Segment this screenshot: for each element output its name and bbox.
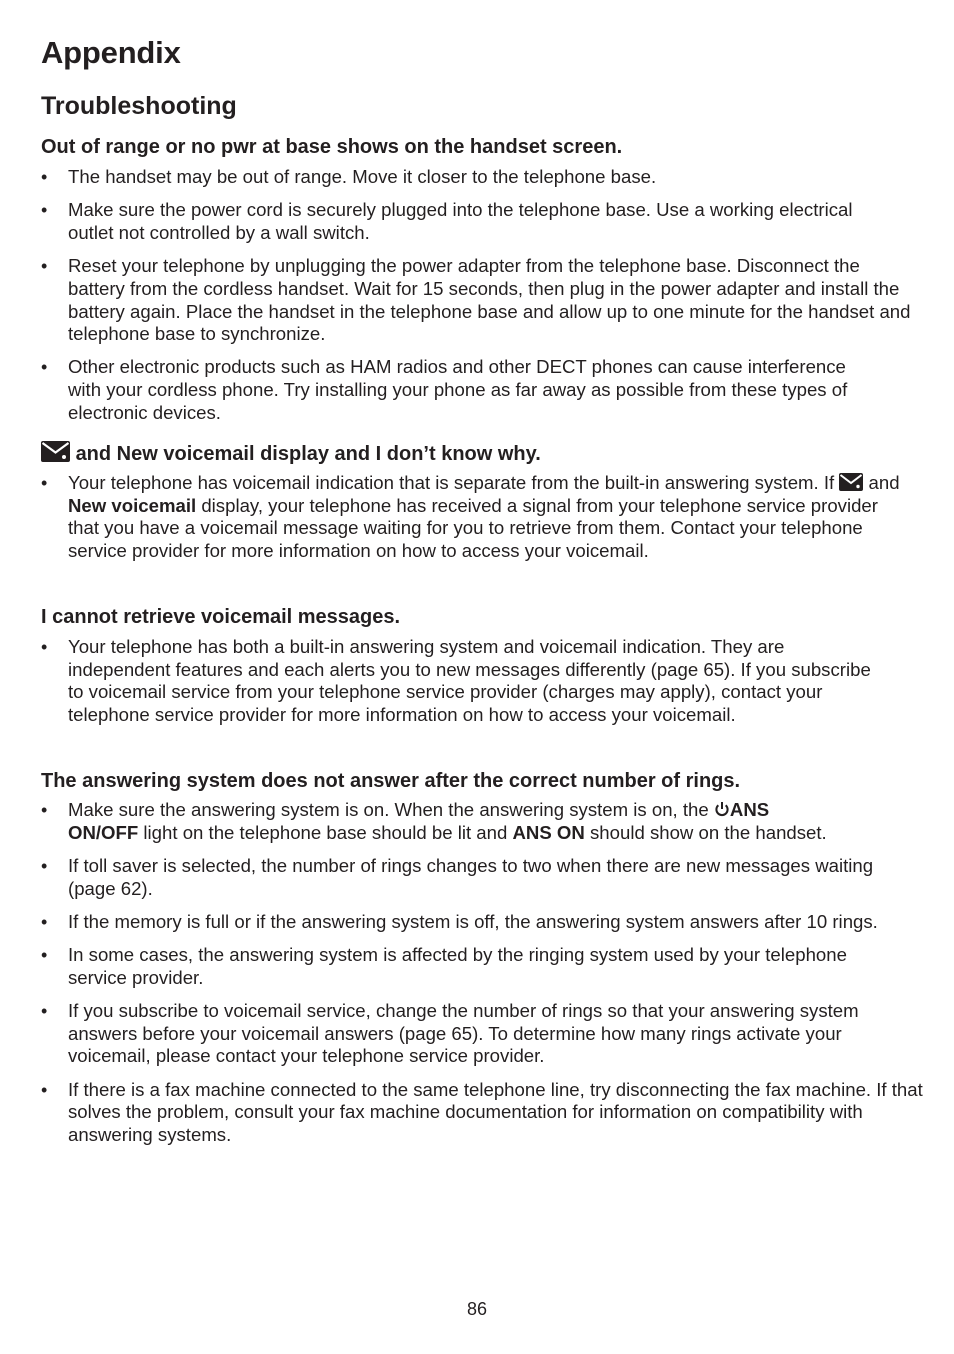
list-item: • If toll saver is selected, the number of rings changes to two when there are new messages waiting (page 62). (41, 855, 913, 900)
page-title: Appendix (41, 35, 181, 70)
problem-list-voicemail-display (41, 472, 911, 573)
problem-heading-out-of-range: Out of range or no pwr at base shows on the handset screen. (41, 136, 623, 158)
problem-heading-rings: The answering system does not answer after the correct number of rings. (41, 770, 741, 792)
display-text-new-voicemail: New voicemail (68, 494, 197, 516)
problem-heading-voicemail-display (41, 441, 541, 466)
list-item: • Make sure the power cord is securely plugged into the telephone base. Use a working electrical outlet not controlled by a wall switch. (41, 199, 858, 244)
list-item: • Reset your telephone by unplugging the power adapter from the telephone base. Disconnect the battery from the cordless handset. Wait for 15 seconds, then plug in the power adapter and install the battery again. Place the handset in the telephone base and allow up to one minute for the handset and telephone base to synchronize. (41, 255, 913, 346)
list-item: • If the memory is full or if the answering system is off, the answering system answers after 10 rings. (41, 911, 908, 934)
problem-heading-text: and New voicemail display and I don’t know why. (75, 443, 541, 465)
page-number: 86 (466, 1299, 488, 1319)
problem-list-rings (41, 799, 923, 1157)
item-text: light on the telephone base should be lit and (143, 821, 508, 843)
list-item: • Your telephone has both a built-in answering system and voicemail indication. They are independent features and each alerts you to new messages differently (page 65). If you subscribe to voicemail service from your telephone service provider (charges may apply), contact your telephone service provider for more information on how to access your voicemail. (41, 636, 888, 727)
list-item: • If there is a fax machine connected to the same telephone line, try disconnecting the fax machine. If that solves the problem, consult your fax machine documentation for information on compatibility with answering systems. (41, 1079, 938, 1147)
item-text: should show on the handset. (590, 821, 827, 843)
section-title: Troubleshooting (41, 92, 237, 120)
problem-list-out-of-range (41, 166, 911, 435)
list-item: • Other electronic products such as HAM radios and other DECT phones can cause interference with your cordless phone. Try installing your phone as far away as possible from these types of electronic devices. (41, 356, 868, 424)
problem-heading-cannot-retrieve: I cannot retrieve voicemail messages. (41, 606, 401, 628)
voicemail-icon (41, 441, 70, 462)
list-item: • If you subscribe to voicemail service, change the number of rings so that your answering system answers before your voicemail answers (page 65). To determine how many rings activate your voicemail, please contact your telephone service provider. (41, 1000, 898, 1068)
voicemail-icon (839, 473, 863, 491)
list-item (41, 799, 828, 844)
item-text: and (868, 472, 900, 493)
item-text: display, your telephone has received a signal from your telephone service provider that you have a voicemail message waiting for you to retrieve from them. Contact your telephone service provider for more information on how to access your voicemail. (68, 494, 878, 562)
display-text-ans-on: ANS ON (512, 821, 585, 843)
list-item: • The handset may be out of range. Move it closer to the telephone base. (41, 166, 768, 189)
list-item (41, 472, 908, 563)
item-text: Make sure the answering system is on. When the answering system is on, the (68, 799, 709, 820)
item-text: Your telephone has voicemail indication that is separate from the built-in answering system. If (68, 472, 835, 493)
key-label-ans-on-off: ANS ON/OFF (68, 799, 770, 843)
list-item: • In some cases, the answering system is affected by the ringing system used by your telephone service provider. (41, 944, 863, 989)
power-icon (714, 801, 730, 817)
problem-list-cannot-retrieve (41, 636, 911, 737)
